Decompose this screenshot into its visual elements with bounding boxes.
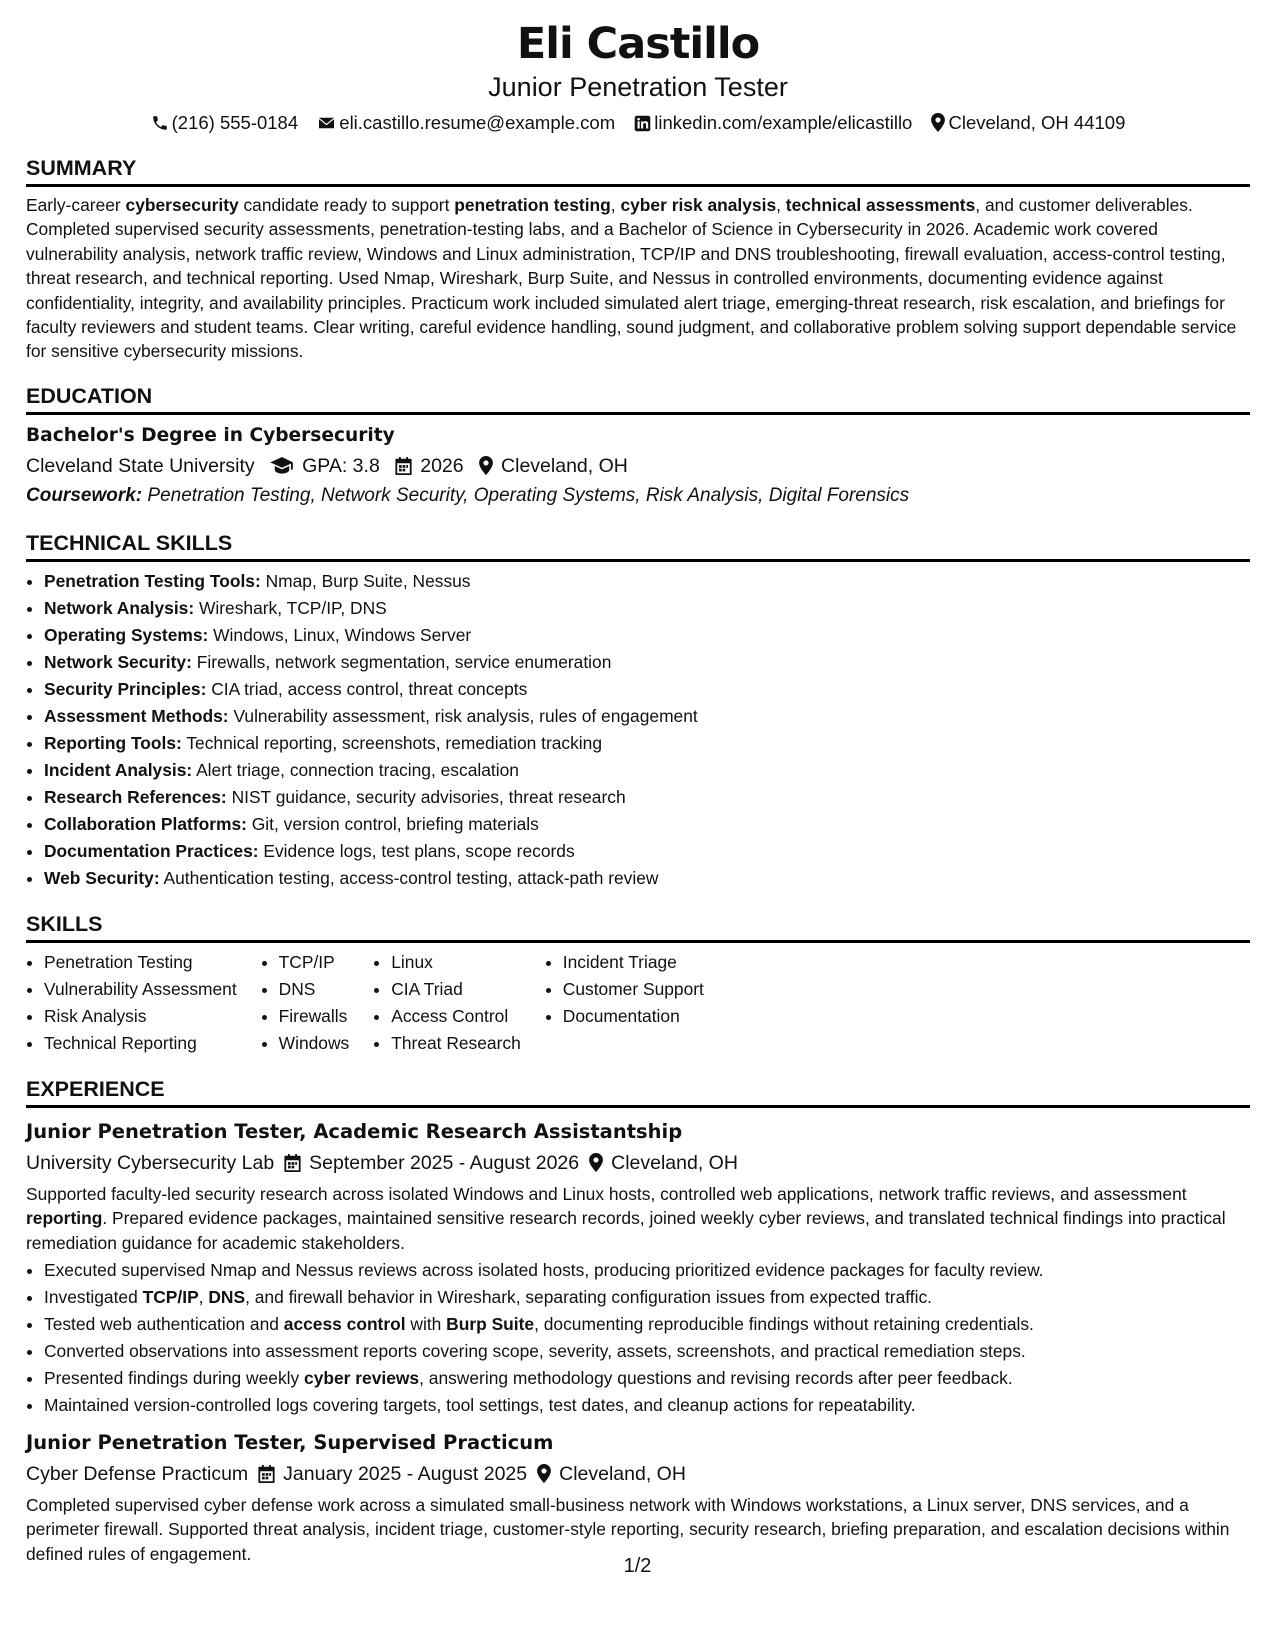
- skill-item: • Threat Research: [391, 1030, 521, 1057]
- job-organization: University Cybersecurity Lab: [26, 1151, 275, 1174]
- technical-skill-item: [44, 784, 1250, 811]
- skill-item: • Incident Triage: [563, 949, 704, 976]
- skill-category-label: Incident Analysis:: [44, 759, 193, 780]
- degree-title: Bachelor's Degree in Cybersecurity: [26, 424, 395, 446]
- text-segment: Executed supervised Nmap and Nessus reviews across isolated hosts, producing prioritized evidence packages for faculty review.: [44, 1260, 1044, 1281]
- summary-text: [26, 193, 1250, 364]
- linkedin-icon: [634, 115, 651, 132]
- skills-grid: [26, 949, 1250, 1057]
- skill-category-value: NIST guidance, security advisories, threat research: [231, 786, 626, 807]
- email-text: eli.castillo.resume@example.com: [339, 112, 616, 133]
- envelope-icon: [317, 114, 336, 132]
- text-segment: ,: [776, 195, 786, 215]
- bold-text: reporting: [26, 1208, 103, 1229]
- text-segment: Maintained version-controlled logs covering targets, tool settings, test dates, and cleanup actions for repeatability.: [44, 1395, 916, 1416]
- skill-category-label: Security Principles:: [44, 678, 207, 699]
- bold-text: cyber risk analysis: [620, 195, 777, 215]
- skill-item: • TCP/IP: [279, 949, 350, 976]
- experience-section: [26, 1075, 1250, 1566]
- technical-skills-list: [26, 568, 1250, 892]
- technical-skill-item: [44, 838, 1250, 865]
- skills-column: [261, 949, 350, 1057]
- job-bullet: [44, 1284, 1250, 1311]
- skill-category-value: Alert triage, connection tracing, escalation: [196, 759, 519, 780]
- technical-skill-item: [44, 622, 1250, 649]
- skills-column: [373, 949, 521, 1057]
- page-number: 1/2: [623, 1555, 652, 1577]
- text-segment: Early-career: [26, 195, 126, 215]
- job-organization: Cyber Defense Practicum: [26, 1463, 249, 1486]
- skill-category-label: Network Security:: [44, 651, 192, 672]
- section-title: EDUCATION: [26, 382, 1250, 415]
- text-segment: ,: [610, 195, 621, 215]
- coursework-list: Penetration Testing, Network Security, Operating Systems, Risk Analysis, Digital Forensics: [147, 484, 910, 506]
- skill-category-value: Nmap, Burp Suite, Nessus: [265, 570, 471, 591]
- bold-text: cyber reviews: [304, 1368, 420, 1389]
- text-segment: Presented findings during weekly: [44, 1368, 305, 1389]
- bold-text: Burp Suite: [446, 1314, 535, 1335]
- section-title: TECHNICAL SKILLS: [26, 529, 1250, 562]
- school-name: Cleveland State University: [26, 454, 255, 477]
- job-meta: [26, 1459, 1250, 1489]
- job-bullet: [44, 1365, 1250, 1392]
- phone-icon: [151, 114, 169, 132]
- contact-linkedin[interactable]: [634, 110, 912, 136]
- skill-item: • CIA Triad: [391, 976, 521, 1003]
- skill-category-value: Vulnerability assessment, risk analysis, rules of engagement: [233, 705, 698, 726]
- calendar-icon: [395, 457, 412, 475]
- skill-category-label: Research References:: [44, 786, 227, 807]
- technical-skill-item: [44, 649, 1250, 676]
- skill-item: • Documentation: [563, 1003, 704, 1030]
- text-segment: Tested web authentication and: [44, 1314, 284, 1335]
- map-pin-icon: [589, 1153, 603, 1172]
- text-segment: candidate ready to support: [238, 195, 455, 215]
- technical-skill-item: [44, 676, 1250, 703]
- job-entry: [26, 1116, 1250, 1419]
- text-segment: Supported faculty-led security research across isolated Windows and Linux hosts, controlled web applications, network traffic reviews, and assessment: [26, 1183, 1187, 1204]
- job-bullet: [44, 1257, 1250, 1284]
- phone-text: (216) 555-0184: [171, 112, 299, 133]
- bold-text: access control: [283, 1314, 406, 1335]
- bold-text: TCP/IP: [142, 1287, 199, 1308]
- map-pin-icon: [479, 456, 493, 475]
- graduation-year: 2026: [420, 454, 464, 477]
- technical-skill-item: [44, 865, 1250, 892]
- calendar-icon: [284, 1154, 301, 1172]
- text-segment: Investigated: [44, 1287, 143, 1308]
- text-segment: , answering methodology questions and revising records after peer feedback.: [419, 1368, 1013, 1389]
- bold-text: technical assessments: [785, 195, 976, 215]
- skill-category-label: Penetration Testing Tools:: [44, 570, 261, 591]
- location-text: Cleveland, OH 44109: [948, 112, 1126, 133]
- text-segment: , and firewall behavior in Wireshark, separating configuration issues from expected traffic.: [245, 1287, 933, 1308]
- skill-category-value: Technical reporting, screenshots, remediation tracking: [186, 732, 603, 753]
- technical-skill-item: [44, 811, 1250, 838]
- skill-item: • Penetration Testing: [44, 949, 237, 976]
- job-bullet: [44, 1392, 1250, 1419]
- section-title: SUMMARY: [26, 154, 1250, 187]
- skill-item: • Access Control: [391, 1003, 521, 1030]
- job-title: Junior Penetration Tester, Supervised Practicum: [26, 1431, 554, 1455]
- graduation-cap-icon: [270, 457, 294, 475]
- job-meta: [26, 1148, 1250, 1178]
- contact-bar: [26, 110, 1250, 136]
- linkedin-text: linkedin.com/example/elicastillo: [654, 112, 913, 133]
- education-meta: [26, 451, 1250, 481]
- contact-phone[interactable]: [151, 110, 299, 136]
- job-entry: [26, 1427, 1250, 1566]
- section-title: EXPERIENCE: [26, 1075, 1250, 1108]
- skill-item: • Vulnerability Assessment: [44, 976, 237, 1003]
- skills-column: [545, 949, 704, 1057]
- skill-category-label: Documentation Practices:: [44, 840, 259, 861]
- job-location: Cleveland, OH: [559, 1463, 686, 1486]
- skill-category-label: Reporting Tools:: [44, 732, 182, 753]
- technical-skill-item: [44, 568, 1250, 595]
- education-section: [26, 382, 1250, 511]
- job-location: Cleveland, OH: [611, 1151, 738, 1174]
- job-description: [26, 1182, 1250, 1255]
- bold-text: DNS: [208, 1287, 246, 1308]
- technical-skill-item: [44, 595, 1250, 622]
- skill-category-value: Firewalls, network segmentation, service enumeration: [196, 651, 612, 672]
- bold-text: cybersecurity: [125, 195, 239, 215]
- skill-category-label: Web Security:: [44, 867, 160, 888]
- technical-skill-item: [44, 703, 1250, 730]
- skill-item: • Risk Analysis: [44, 1003, 237, 1030]
- technical-skill-item: [44, 730, 1250, 757]
- skill-category-label: Assessment Methods:: [44, 705, 229, 726]
- skill-item: • Firewalls: [279, 1003, 350, 1030]
- coursework-label: Coursework:: [26, 484, 143, 506]
- resume-page: [26, 18, 1250, 1568]
- job-bullet: [44, 1338, 1250, 1365]
- skill-category-value: Wireshark, TCP/IP, DNS: [198, 597, 387, 618]
- text-segment: Converted observations into assessment reports covering scope, severity, assets, screenshots, and practical remediation steps.: [44, 1341, 1026, 1362]
- text-segment: . Prepared evidence packages, maintained sensitive research records, joined weekly cyber reviews, and translated technical findings into practical remediation guidance for academic stakeholders.: [26, 1208, 1226, 1253]
- skill-item: • Customer Support: [563, 976, 704, 1003]
- skill-category-label: Collaboration Platforms:: [44, 813, 247, 834]
- skill-item: • DNS: [279, 976, 350, 1003]
- skill-item: • Linux: [391, 949, 521, 976]
- job-dates: January 2025 - August 2025: [283, 1463, 528, 1486]
- skills-section: [26, 910, 1250, 1057]
- calendar-icon: [258, 1465, 275, 1483]
- skill-category-value: Windows, Linux, Windows Server: [213, 624, 472, 645]
- text-segment: with: [405, 1314, 447, 1335]
- map-pin-icon: [931, 113, 945, 132]
- skill-category-value: Git, version control, briefing materials: [251, 813, 539, 834]
- bold-text: penetration testing: [454, 195, 611, 215]
- section-title: SKILLS: [26, 910, 1250, 943]
- job-list: [26, 1116, 1250, 1566]
- skills-column: [26, 949, 237, 1057]
- candidate-headline: Junior Penetration Tester: [488, 72, 788, 102]
- contact-location: [931, 110, 1125, 136]
- coursework-line: [26, 481, 1250, 511]
- text-segment: ,: [198, 1287, 209, 1308]
- skill-category-label: Operating Systems:: [44, 624, 209, 645]
- skill-category-label: Network Analysis:: [44, 597, 195, 618]
- technical-skill-item: [44, 757, 1250, 784]
- job-dates: September 2025 - August 2026: [309, 1151, 580, 1174]
- summary-section: [26, 154, 1250, 364]
- skill-item: • Technical Reporting: [44, 1030, 237, 1057]
- text-segment: , documenting reproducible findings without retaining credentials.: [534, 1314, 1034, 1335]
- skill-category-value: CIA triad, access control, threat concepts: [211, 678, 528, 699]
- gpa-text: GPA: 3.8: [302, 454, 380, 477]
- technical-skills-section: [26, 529, 1250, 892]
- job-bullets: [26, 1257, 1250, 1419]
- skill-item: • Windows: [279, 1030, 350, 1057]
- candidate-name: Eli Castillo: [516, 19, 760, 69]
- education-location: Cleveland, OH: [501, 454, 628, 477]
- skill-category-value: Evidence logs, test plans, scope records: [263, 840, 575, 861]
- text-segment: , and customer deliverables. Completed supervised security assessments, penetration-testing labs, and a Bachelor of Science in Cybersecurity in 2026. Academic work covered vulnerability analysis, network traffic review, Windows and Linux administration, TCP/IP and DNS troubleshooting, firewall evaluation, access-control testing, threat research, and technical reporting. Used Nmap, Wireshark, Burp Suite, and Nessus in controlled environments, documenting evidence against confidentiality, integrity, and availability principles. Practicum work included simulated alert triage, emerging-threat research, risk escalation, and briefings for faculty reviewers and student teams. Clear writing, careful evidence handling, sound judgment, and collaborative problem solving support dependable service for sensitive cybersecurity missions.: [26, 195, 1237, 362]
- contact-email[interactable]: [317, 110, 615, 136]
- map-pin-icon: [537, 1464, 551, 1483]
- job-bullet: [44, 1311, 1250, 1338]
- job-title: Junior Penetration Tester, Academic Research Assistantship: [26, 1119, 683, 1143]
- skill-category-value: Authentication testing, access-control testing, attack-path review: [163, 867, 659, 888]
- text-segment: Completed supervised cyber defense work across a simulated small-business network with Windows workstations, a Linux server, DNS services, and a perimeter firewall. Supported threat analysis, incident triage, customer-style reporting, security research, briefing preparation, and escalation decisions within defined rules of engagement.: [26, 1495, 1230, 1564]
